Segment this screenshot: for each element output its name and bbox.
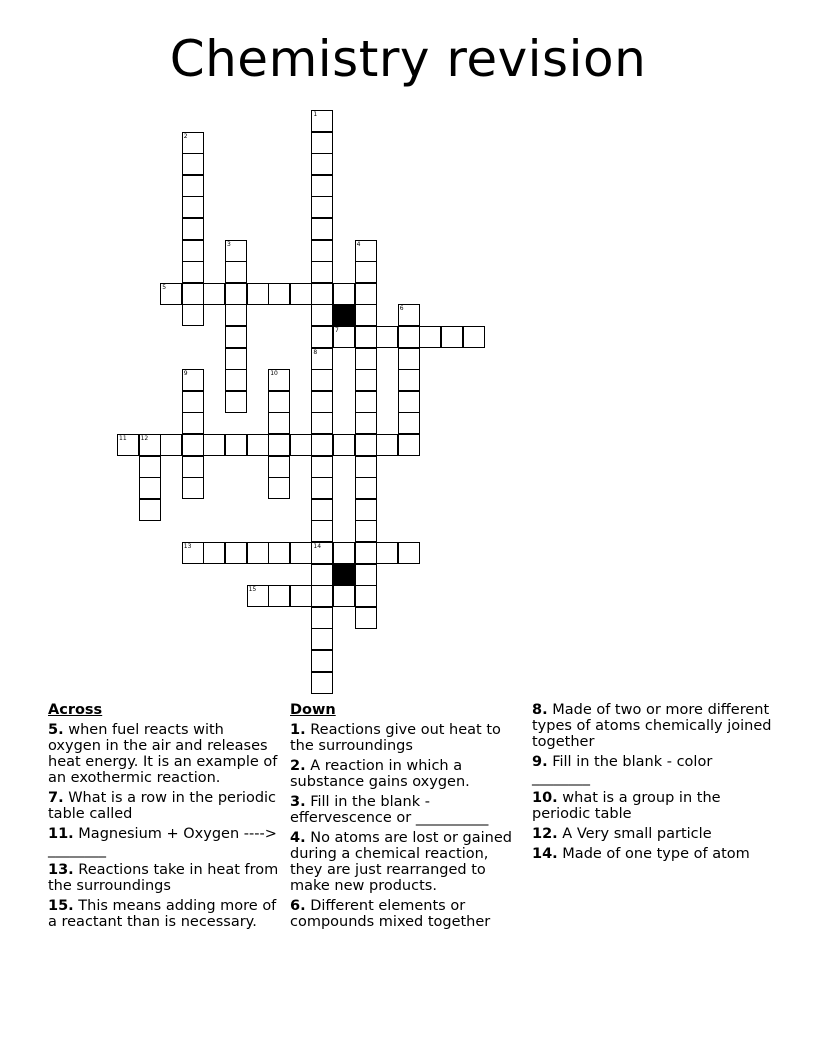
clue-number: 6 [399, 305, 404, 313]
clue-number: 4 [356, 240, 361, 248]
down-clues-continued [532, 702, 772, 866]
grid-cell[interactable] [376, 434, 398, 456]
grid-cell[interactable] [160, 283, 182, 305]
grid-cell[interactable] [225, 369, 247, 391]
grid-cell[interactable] [355, 391, 377, 413]
grid-cell[interactable] [355, 369, 377, 391]
grid-cell[interactable] [355, 348, 377, 370]
grid-cell[interactable] [225, 261, 247, 283]
clue-number: 9 [183, 370, 188, 378]
grid-cell[interactable] [311, 628, 333, 650]
grid-cell[interactable] [333, 585, 355, 607]
grid-cell[interactable] [182, 240, 204, 262]
grid-cell[interactable] [355, 585, 377, 607]
clue-number: 10 [270, 370, 278, 378]
grid-cell[interactable] [311, 477, 333, 499]
grid-cell[interactable] [398, 412, 420, 434]
grid-cell[interactable] [268, 283, 290, 305]
grid-cell[interactable] [182, 369, 204, 391]
grid-cell[interactable] [311, 175, 333, 197]
grid-cell[interactable] [139, 499, 161, 521]
grid-cell[interactable] [268, 456, 290, 478]
clue-number: 11 [119, 435, 127, 442]
clue-number: 14 [313, 543, 322, 550]
grid-cell[interactable] [333, 434, 355, 456]
grid-cell[interactable] [311, 607, 333, 629]
grid-cell[interactable] [376, 326, 398, 348]
grid-cell[interactable] [311, 672, 333, 694]
clue-number: 5 [162, 283, 167, 291]
clue-number: 3 [227, 240, 231, 248]
grid-cell[interactable] [311, 456, 333, 478]
grid-cell[interactable] [441, 326, 463, 348]
grid-cell[interactable] [182, 153, 204, 175]
grid-cell[interactable] [290, 542, 312, 564]
grid-cell[interactable] [225, 240, 247, 262]
down-heading: Down [290, 702, 336, 718]
grid-cell[interactable] [355, 477, 377, 499]
grid-cell[interactable] [268, 477, 290, 499]
grid-cell[interactable] [182, 477, 204, 499]
grid-cell[interactable] [247, 283, 269, 305]
grid-cell[interactable] [311, 542, 333, 564]
grid-cell[interactable] [182, 412, 204, 434]
grid-cell[interactable] [182, 218, 204, 240]
clue-across-7: 7. What is a row in the periodic table called [48, 790, 277, 822]
clue-across-13: 13. Reactions take in heat from the surroundings [48, 862, 279, 894]
clue-down-12: 12. A Very small particle [532, 826, 712, 842]
grid-cell[interactable] [355, 542, 377, 564]
grid-cell[interactable] [311, 412, 333, 434]
grid-cell[interactable] [203, 434, 225, 456]
clue-number: 2 [183, 132, 188, 140]
grid-cell[interactable] [355, 499, 377, 521]
grid-cell[interactable] [311, 110, 333, 132]
clue-across-11: 11. Magnesium + Oxygen ----> ________ [48, 826, 277, 858]
grid-cell[interactable] [355, 564, 377, 586]
grid-cell[interactable] [182, 391, 204, 413]
grid-cell[interactable] [247, 434, 269, 456]
clue-down-4: 4. No atoms are lost or gained during a chemical reaction, they are just rearranged to make new products. [290, 830, 512, 894]
grid-cell[interactable] [333, 283, 355, 305]
clue-down-1: 1. Reactions give out heat to the surroundings [290, 722, 501, 754]
grid-cell[interactable] [182, 456, 204, 478]
grid-cell[interactable] [311, 283, 333, 305]
grid-cell[interactable] [355, 520, 377, 542]
grid-cell[interactable] [290, 283, 312, 305]
grid-cell[interactable] [311, 304, 333, 326]
grid-cell[interactable] [355, 304, 377, 326]
grid-cell[interactable] [182, 542, 204, 564]
clue-number: 13 [183, 543, 192, 550]
grid-cell[interactable] [268, 542, 290, 564]
grid-cell[interactable] [225, 304, 247, 326]
clue-number: 1 [313, 111, 318, 118]
grid-cell[interactable] [117, 434, 139, 456]
clue-down-6: 6. Different elements or compounds mixed together [290, 898, 491, 930]
clue-down-10: 10. what is a group in the periodic table [532, 790, 721, 822]
grid-cell[interactable] [311, 585, 333, 607]
grid-cell[interactable] [311, 153, 333, 175]
clue-down-3: 3. Fill in the blank - effervescence or __________ [290, 794, 489, 826]
grid-cell[interactable] [311, 348, 333, 370]
grid-cell[interactable] [311, 218, 333, 240]
clue-down-2: 2. A reaction in which a substance gains oxygen. [290, 758, 470, 790]
clue-down-14: 14. Made of one type of atom [532, 846, 750, 862]
grid-cell[interactable] [182, 261, 204, 283]
grid-cell[interactable] [182, 175, 204, 197]
grid-cell[interactable] [182, 283, 204, 305]
grid-cell[interactable] [398, 348, 420, 370]
grid-cell[interactable] [139, 477, 161, 499]
across-clues [48, 702, 280, 934]
clue-down-8: 8. Made of two or more different types of atoms chemically joined together [532, 702, 772, 750]
grid-cell[interactable] [203, 283, 225, 305]
grid-cell[interactable] [225, 283, 247, 305]
grid-cell[interactable] [225, 326, 247, 348]
grid-cell[interactable] [355, 607, 377, 629]
grid-cell[interactable] [268, 412, 290, 434]
page-title: Chemistry revision [169, 30, 647, 88]
grid-cell[interactable] [160, 434, 182, 456]
grid-cell[interactable] [311, 261, 333, 283]
grid-cell[interactable] [311, 196, 333, 218]
grid-cell[interactable] [247, 542, 269, 564]
grid-cell[interactable] [182, 304, 204, 326]
clue-number: 8 [313, 348, 318, 356]
grid-cell[interactable] [355, 412, 377, 434]
grid-cell[interactable] [398, 434, 420, 456]
grid-cell[interactable] [398, 326, 420, 348]
grid-cell[interactable] [398, 542, 420, 564]
grid-cell[interactable] [247, 585, 269, 607]
grid-cell[interactable] [311, 434, 333, 456]
grid-cell[interactable] [225, 434, 247, 456]
clue-number: 15 [248, 586, 257, 594]
grid-cell[interactable] [333, 542, 355, 564]
grid-cell[interactable] [268, 369, 290, 391]
grid-cell[interactable] [290, 585, 312, 607]
grid-cell[interactable] [398, 304, 420, 326]
grid-cell[interactable] [225, 391, 247, 413]
grid-cell[interactable] [311, 520, 333, 542]
grid-cell[interactable] [311, 240, 333, 262]
down-clues [290, 702, 520, 934]
grid-cell[interactable] [355, 283, 377, 305]
grid-cell[interactable] [355, 261, 377, 283]
grid-cell[interactable] [182, 132, 204, 154]
grid-cell[interactable] [355, 326, 377, 348]
grid-cell[interactable] [398, 369, 420, 391]
grid-cell[interactable] [225, 542, 247, 564]
grid-cell[interactable] [355, 456, 377, 478]
grid-cell[interactable] [419, 326, 441, 348]
grid-cell[interactable] [311, 369, 333, 391]
grid-cell[interactable] [355, 434, 377, 456]
grid-cell[interactable] [311, 132, 333, 154]
grid-cell[interactable] [333, 326, 355, 348]
grid-cell[interactable] [355, 240, 377, 262]
grid-cell[interactable] [311, 499, 333, 521]
clue-across-15: 15. This means adding more of a reactant than is necessary. [48, 898, 277, 930]
grid-cell[interactable] [203, 542, 225, 564]
grid-cell[interactable] [139, 456, 161, 478]
grid-cell[interactable] [398, 391, 420, 413]
grid-cell[interactable] [376, 542, 398, 564]
grid-cell[interactable] [139, 434, 161, 456]
grid-cell[interactable] [182, 434, 204, 456]
clue-number: 7 [335, 327, 339, 334]
clue-number: 12 [140, 435, 149, 442]
grid-cell[interactable] [268, 434, 290, 456]
grid-cell[interactable] [311, 391, 333, 413]
grid-cell[interactable] [268, 391, 290, 413]
black-square [333, 564, 355, 586]
grid-cell[interactable] [268, 585, 290, 607]
grid-cell[interactable] [463, 326, 485, 348]
grid-cell[interactable] [311, 326, 333, 348]
grid-cell[interactable] [311, 564, 333, 586]
clue-across-5: 5. when fuel reacts with oxygen in the air and releases heat energy. It is an example of an exothermic reaction. [48, 722, 278, 786]
grid-cell[interactable] [290, 434, 312, 456]
grid-cell[interactable] [311, 650, 333, 672]
across-heading: Across [48, 702, 103, 718]
grid-cell[interactable] [182, 196, 204, 218]
black-square [333, 304, 355, 326]
clue-down-9: 9. Fill in the blank - color ________ [532, 754, 713, 786]
grid-cell[interactable] [225, 348, 247, 370]
